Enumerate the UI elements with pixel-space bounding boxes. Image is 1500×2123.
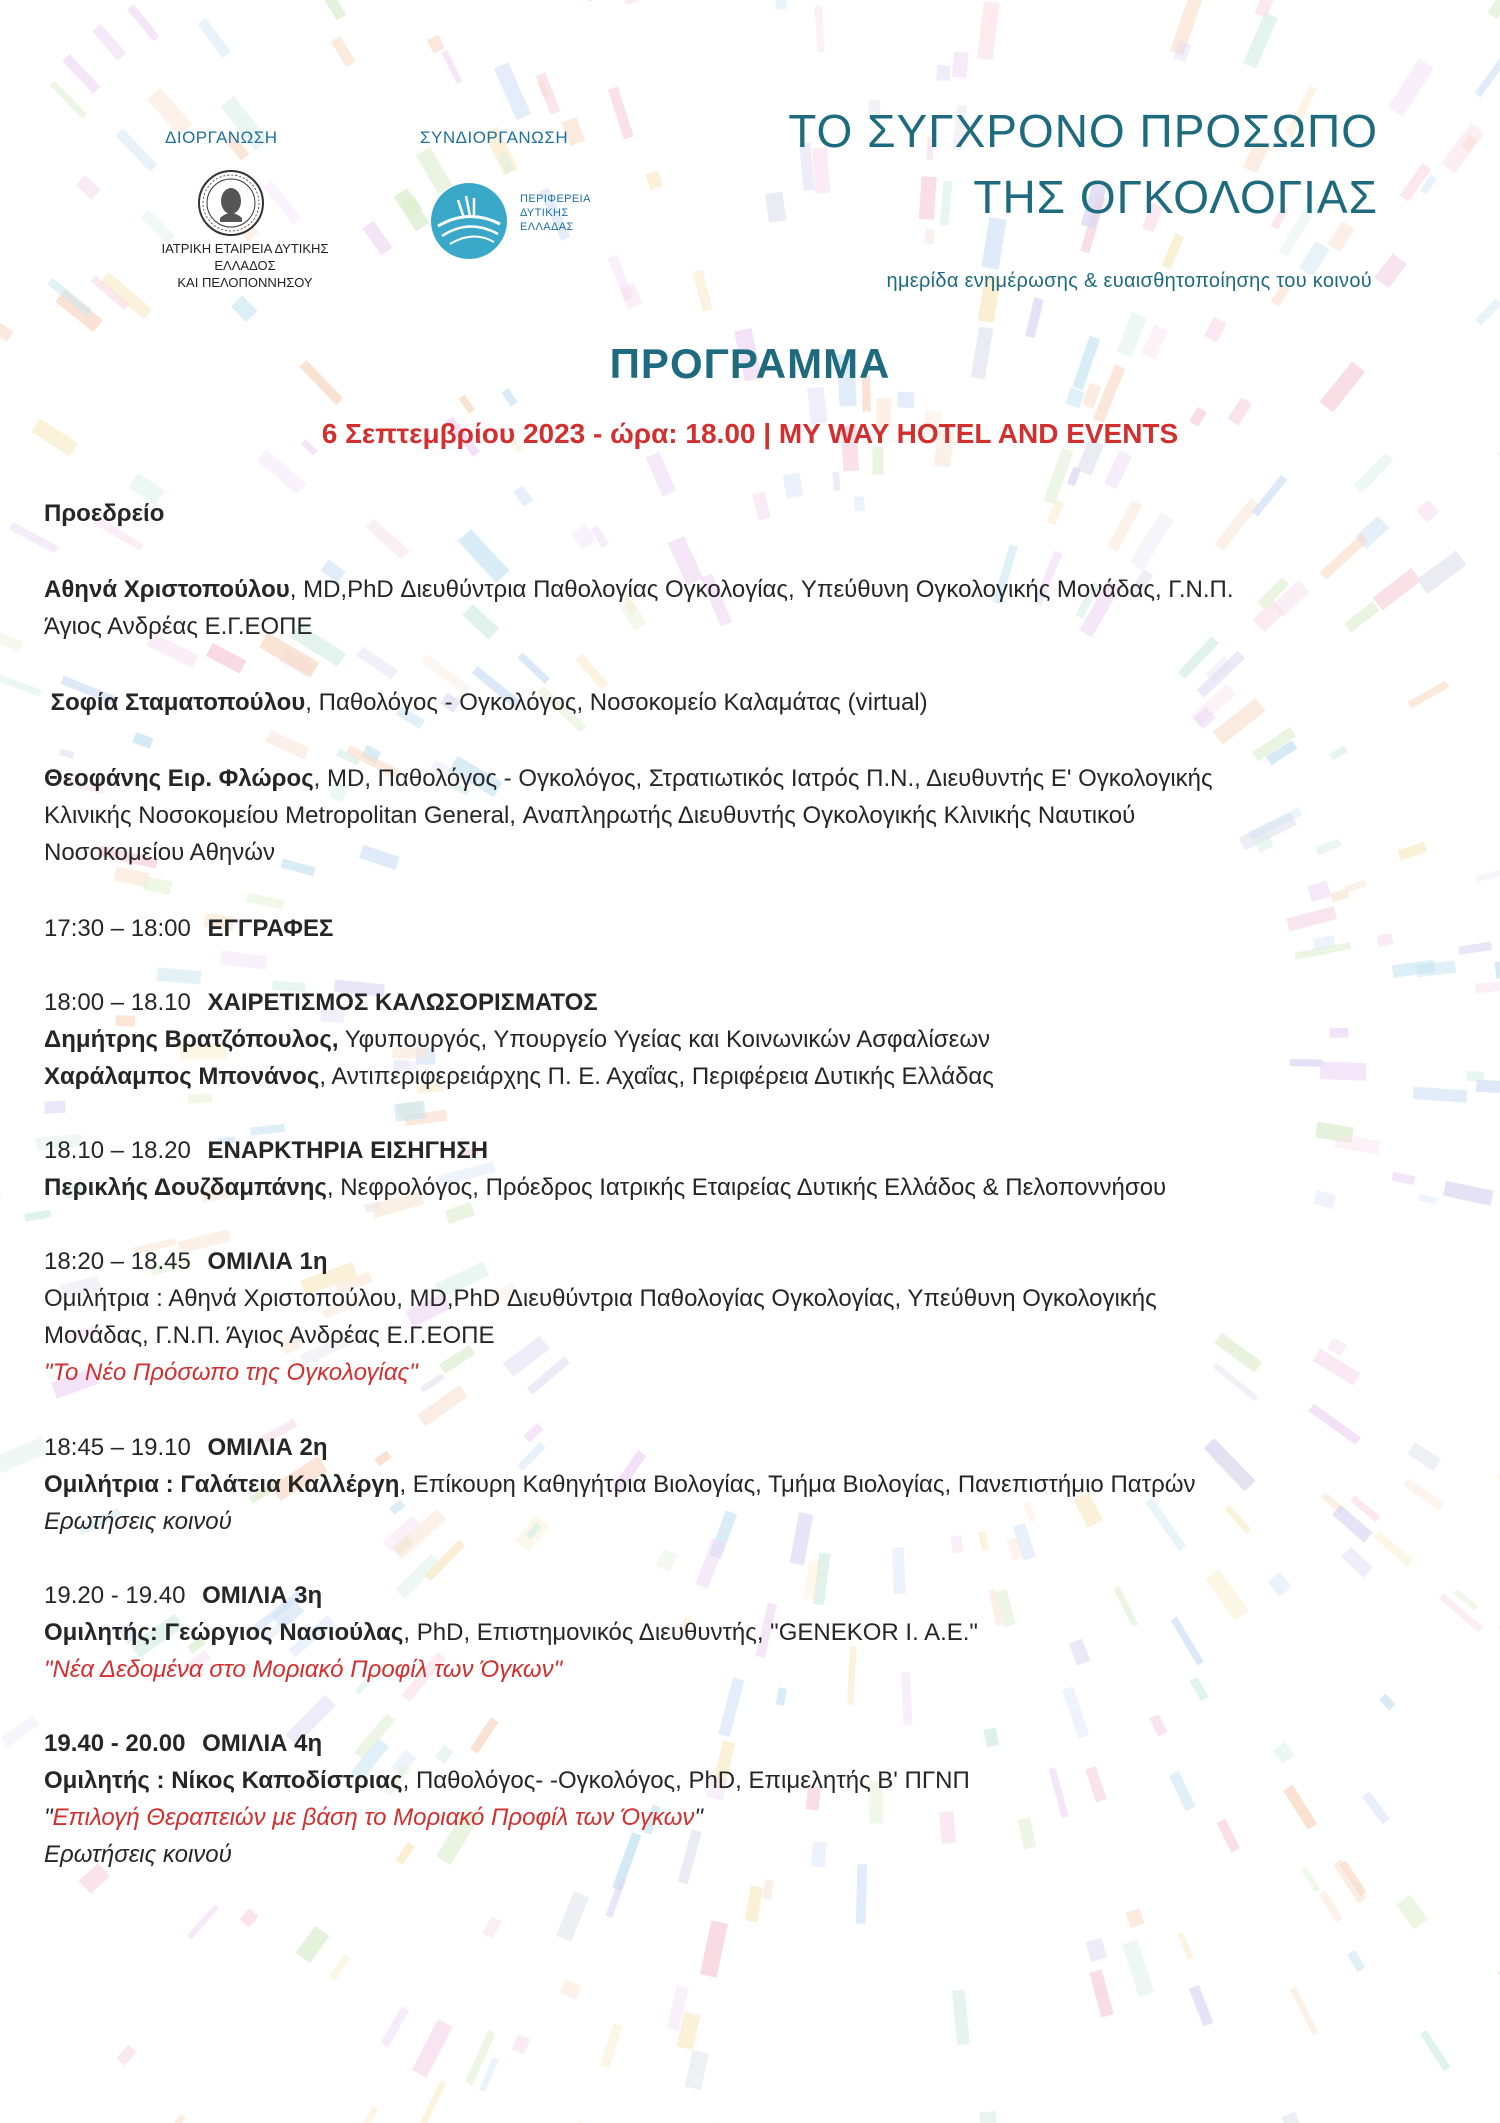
speaker-separator: :: [159, 1471, 181, 1498]
member-name: Αθηνά Χριστοπούλου: [44, 576, 290, 603]
session-opening-talk: [44, 1132, 1434, 1206]
co-organizer-caption-line: ΔΥΤΙΚΗΣ: [520, 207, 569, 219]
member-details-cont: Κλινικής Νοσοκομείου Metropolitan General, Αναπληρωτής Διευθυντής Ογκολογικής Κλινικής Ναυτικού: [44, 802, 1136, 829]
event-title: [788, 98, 1378, 230]
event-title-line: ΤΟ ΣΥΓΧΡΟΝΟ ΠΡΟΣΩΠΟ: [788, 105, 1378, 157]
presidium-heading: Προεδρείο: [44, 500, 165, 527]
speaker-line: [44, 1466, 1434, 1503]
session-time: 18:20 – 18.45: [44, 1248, 191, 1275]
speaker-details: , Παθολόγος- -Ογκολόγος, PhD, Επιμελητής Β' ΠΓΝΠ: [402, 1767, 970, 1794]
speaker-line: [44, 1762, 1434, 1799]
speaker-name: Γαλάτεια Καλλέργη: [180, 1471, 400, 1498]
co-organizer-caption-line: ΠΕΡΙΦΕΡΕΙΑ: [520, 193, 591, 205]
medical-society-seal-logo: [196, 168, 266, 238]
member-name: Σοφία Σταματοπούλου: [50, 689, 306, 716]
session-time: 19.40 - 20.00: [44, 1730, 186, 1757]
member-details-cont: Άγιος Ανδρέας Ε.Γ.ΕΟΠΕ: [44, 613, 313, 640]
co-organizer-caption: [520, 192, 591, 234]
session-header: [44, 1429, 1434, 1466]
session-talk-3: [44, 1577, 1434, 1688]
participant-name: Περικλής Δουζδαμπάνης: [44, 1174, 327, 1201]
talk-title: Επιλογή Θεραπειών με βάση το Μοριακό Προφίλ των Όγκων: [52, 1804, 695, 1831]
session-talk-2: [44, 1429, 1434, 1540]
speaker-separator: :: [149, 1619, 165, 1646]
session-talk-1: [44, 1243, 1434, 1391]
member-details: , Παθολόγος - Ογκολόγος, Νοσοκομείο Καλαμάτας (virtual): [305, 689, 928, 716]
session-note: Ερωτήσεις κοινού: [44, 1508, 232, 1535]
session-time: 18:45 – 19.10: [44, 1434, 191, 1461]
speaker-role-name: Ομιλητής : Νίκος Καποδίστριας: [44, 1767, 403, 1794]
member-details: , MD, Παθολόγος - Ογκολόγος, Στρατιωτικός Ιατρός Π.Ν., Διευθυντής Ε' Ογκολογικής: [313, 765, 1213, 792]
session-title: ΕΓΓΡΑΦΕΣ: [207, 915, 334, 942]
member-name: Θεοφάνης Ειρ. Φλώρος: [44, 765, 314, 792]
session-time: 18:00 – 18.10: [44, 989, 191, 1016]
talk-title: "Νέα Δεδομένα στο Μοριακό Προφίλ των Όγκων": [44, 1656, 563, 1683]
presidium-member: [44, 684, 1434, 721]
session-title: ΟΜΙΛΙΑ 1η: [207, 1248, 328, 1275]
event-title-line: ΤΗΣ ΟΓΚΟΛΟΓΙΑΣ: [973, 171, 1378, 223]
speaker-details: , PhD, Επιστημονικός Διευθυντής, "GENEKOR Ι. Α.Ε.": [403, 1619, 978, 1646]
participant-details: Υφυπουργός, Υπουργείο Υγείας και Κοινωνικών Ασφαλίσεων: [338, 1026, 991, 1053]
session-header: [44, 1132, 1434, 1169]
session-participant: [44, 1058, 1434, 1095]
speaker-line: Μονάδας, Γ.Ν.Π. Άγιος Ανδρέας Ε.Γ.ΕΟΠΕ: [44, 1322, 495, 1349]
presidium-member: [44, 760, 1434, 797]
session-time: 17:30 – 18:00: [44, 915, 191, 942]
member-details-cont: Νοσοκομείου Αθηνών: [44, 839, 276, 866]
session-header: [44, 910, 1434, 947]
speaker-line: [44, 1614, 1434, 1651]
speaker-role: Ομιλητής: [44, 1619, 150, 1646]
session-registration: [44, 910, 1434, 947]
co-organizer-label: ΣΥΝΔΙΟΡΓΑΝΩΣΗ: [420, 128, 569, 147]
co-organizer-caption-line: ΕΛΛΑΔΑΣ: [520, 221, 574, 233]
participant-details: , Νεφρολόγος, Πρόεδρος Ιατρικής Εταιρείας Δυτικής Ελλάδος & Πελοποννήσου: [326, 1174, 1167, 1201]
speaker-line: Ομιλήτρια : Αθηνά Χριστοπούλου, MD,PhD Διευθύντρια Παθολογίας Ογκολογίας, Υπεύθυνη Ογκολογικής: [44, 1285, 1157, 1312]
participant-details: , Αντιπεριφερειάρχης Π. Ε. Αχαΐας, Περιφέρεια Δυτικής Ελλάδας: [319, 1063, 994, 1090]
session-title: ΟΜΙΛΙΑ 4η: [202, 1730, 323, 1757]
session-time: 18.10 – 18.20: [44, 1137, 191, 1164]
program-heading: ΠΡΟΓΡΑΜΜΑ: [609, 340, 891, 387]
organizer-caption: [140, 240, 350, 291]
speaker-details: , Επίκουρη Καθηγήτρια Βιολογίας, Τμήμα Βιολογίας, Πανεπιστήμιο Πατρών: [399, 1471, 1196, 1498]
quote-close: ": [694, 1804, 703, 1831]
session-header: [44, 1577, 1434, 1614]
event-subtitle: ημερίδα ενημέρωσης & ευαισθητοποίησης του κοινού: [886, 270, 1372, 292]
quote-open: ": [44, 1804, 53, 1831]
region-logo: [428, 180, 510, 262]
presidium-member: [44, 571, 1434, 608]
participant-name: Χαράλαμπος Μπονάνος: [44, 1063, 320, 1090]
organizer-label: ΔΙΟΡΓΑΝΩΣΗ: [165, 128, 278, 147]
session-title: ΧΑΙΡΕΤΙΣΜΟΣ ΚΑΛΩΣΟΡΙΣΜΑΤΟΣ: [207, 989, 598, 1016]
session-talk-4: [44, 1725, 1434, 1873]
session-header: [44, 1725, 1434, 1762]
session-header: [44, 984, 1434, 1021]
session-participant: [44, 1021, 1434, 1058]
organizer-caption-line: ΚΑΙ ΠΕΛΟΠΟΝΝΗΣΟΥ: [177, 275, 313, 290]
session-header: [44, 1243, 1434, 1280]
speaker-name: Γεώργιος Νασιούλας: [164, 1619, 404, 1646]
date-venue-line: 6 Σεπτεμβρίου 2023 - ώρα: 18.00 | MY WAY HOTEL AND EVENTS: [321, 418, 1179, 449]
member-details: , MD,PhD Διευθύντρια Παθολογίας Ογκολογίας, Υπεύθυνη Ογκολογικής Μονάδας, Γ.Ν.Π.: [289, 576, 1234, 603]
program-schedule: [44, 495, 1434, 1873]
session-note: Ερωτήσεις κοινού: [44, 1841, 232, 1868]
speaker-role: Ομιλήτρια: [44, 1471, 160, 1498]
participant-name: Δημήτρης Βρατζόπουλος,: [44, 1026, 339, 1053]
session-participant: [44, 1169, 1434, 1206]
talk-title: "Το Νέο Πρόσωπο της Ογκολογίας": [44, 1359, 418, 1386]
session-time: 19.20 - 19.40: [44, 1582, 186, 1609]
presidium-section: [44, 495, 1434, 871]
organizer-caption-line: ΙΑΤΡΙΚΗ ΕΤΑΙΡΕΙΑ ΔΥΤΙΚΗΣ ΕΛΛΑΔΟΣ: [161, 241, 329, 273]
session-welcome: [44, 984, 1434, 1095]
session-title: ΟΜΙΛΙΑ 2η: [207, 1434, 328, 1461]
talk-title-line: [44, 1799, 1434, 1836]
session-title: ΕΝΑΡΚΤΗΡΙΑ ΕΙΣΗΓΗΣΗ: [207, 1137, 489, 1164]
session-title: ΟΜΙΛΙΑ 3η: [202, 1582, 323, 1609]
